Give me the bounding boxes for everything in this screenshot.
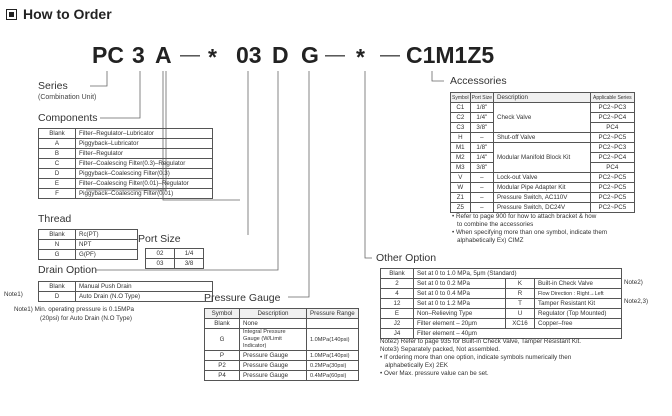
table-cell: J4 — [381, 329, 414, 339]
table-cell: T — [506, 299, 535, 309]
port-size-table — [145, 248, 204, 269]
table-row — [205, 329, 359, 351]
table-cell: Piggyback–Coalescing Filter(0.3) — [76, 169, 213, 179]
table-row — [205, 371, 359, 381]
table-row — [146, 259, 204, 269]
code-dash-1: — — [180, 44, 200, 66]
table-cell: M2 — [451, 153, 471, 163]
thread-table — [38, 229, 138, 260]
table-cell: 03 — [146, 259, 175, 269]
table-row — [39, 149, 213, 159]
table-cell: J2 — [381, 319, 414, 329]
table-cell: – — [470, 133, 493, 143]
table-cell: Filter–Coalescing Filter(0.3)–Regulator — [76, 159, 213, 169]
table-row — [451, 183, 635, 193]
code-drain: D — [272, 42, 289, 68]
drain-label: Drain Option — [38, 264, 97, 276]
components-table — [38, 128, 213, 199]
drain-table — [38, 281, 213, 302]
table-cell: Z5 — [451, 203, 471, 213]
table-cell: 02 — [146, 249, 175, 259]
table-cell: Check Valve — [493, 103, 590, 133]
code-port: 03 — [236, 42, 262, 68]
table-header: Pressure Range — [307, 309, 359, 319]
table-row — [451, 143, 635, 153]
table-cell: 3/8" — [470, 163, 493, 173]
table-cell: PC2~PC5 — [590, 193, 634, 203]
table-cell: P4 — [205, 371, 240, 381]
accessories-notes — [452, 213, 607, 245]
port-size-label: Port Size — [138, 233, 181, 245]
table-row — [451, 103, 635, 113]
table-cell: PC2~PC3 — [590, 103, 634, 113]
note-line: Note2) Refer to page 935 for Built-in Check Valve, Tamper Resistant Kit. — [380, 338, 582, 345]
accessories-table — [450, 92, 635, 213]
table-cell: Built-in Check Valve — [535, 279, 622, 289]
code-gauge: G — [301, 42, 319, 68]
table-cell: E — [381, 309, 414, 319]
table-cell: C — [39, 159, 76, 169]
other-option-notes — [380, 338, 581, 378]
table-cell: Lock-out Valve — [493, 173, 590, 183]
table-row — [381, 279, 622, 289]
table-cell: Pressure Gauge — [240, 371, 307, 381]
table-cell: 1/8" — [470, 143, 493, 153]
table-cell: 1/4 — [175, 249, 204, 259]
table-cell: Set at 0 to 0.4 MPa — [414, 289, 506, 299]
thread-label: Thread — [38, 213, 72, 225]
table-cell: R — [506, 289, 535, 299]
note-line: to combine the accessories — [457, 221, 534, 228]
table-cell: B — [39, 149, 76, 159]
table-cell — [307, 319, 359, 329]
table-cell: N — [39, 240, 76, 250]
table-row — [451, 93, 635, 103]
table-cell: 1.0MPa(140psi) — [307, 329, 359, 351]
table-cell: 3/8 — [175, 259, 204, 269]
table-row — [146, 249, 204, 259]
table-cell: Set at 0 to 1.0 MPa, 5μm (Standard) — [414, 269, 622, 279]
note-line: alphabetically Ex) 2EK — [385, 362, 449, 369]
table-cell: P2 — [205, 361, 240, 371]
series-sub: (Combination Unit) — [38, 94, 97, 101]
table-cell: XC16 — [506, 319, 535, 329]
code-series: PC — [92, 42, 124, 68]
table-cell: Z1 — [451, 193, 471, 203]
table-cell: PC2~PC5 — [590, 173, 634, 183]
table-row — [39, 189, 213, 199]
table-cell: 3/8" — [470, 123, 493, 133]
table-row — [39, 139, 213, 149]
table-row — [451, 203, 635, 213]
table-cell: PC4 — [590, 123, 634, 133]
table-cell: Blank — [39, 282, 76, 292]
table-row — [205, 309, 359, 319]
code-dash-3: — — [380, 44, 400, 66]
drain-note-2: (20psi) for Auto Drain (N.O Type) — [40, 315, 132, 322]
table-cell: 0.2MPa(30psi) — [307, 361, 359, 371]
table-cell: Filter element – 40μm — [414, 329, 622, 339]
table-cell: Pressure Gauge — [240, 361, 307, 371]
table-header: Description — [240, 309, 307, 319]
table-cell: Filter–Regulator — [76, 149, 213, 159]
drain-note-marker: Note1) — [4, 291, 23, 298]
table-cell: Blank — [381, 269, 414, 279]
table-cell: G(PF) — [76, 250, 138, 260]
table-row — [451, 193, 635, 203]
table-cell: Rc(PT) — [76, 230, 138, 240]
title-text: How to Order — [23, 6, 112, 22]
table-row — [39, 292, 213, 302]
table-row — [39, 282, 213, 292]
table-cell: Modular Manifold Block Kit — [493, 143, 590, 173]
code-dash-2: — — [325, 44, 345, 66]
table-cell: W — [451, 183, 471, 193]
table-cell: P — [205, 351, 240, 361]
table-header: Port Size — [471, 94, 492, 101]
table-row — [205, 361, 359, 371]
other-side-note-1: Note2) — [624, 279, 643, 286]
table-row — [381, 329, 622, 339]
note-line: Note3) Separately packed, Not assembled. — [380, 346, 501, 353]
table-cell: A — [39, 139, 76, 149]
table-row — [381, 269, 622, 279]
table-cell: C3 — [451, 123, 471, 133]
table-cell: G — [39, 250, 76, 260]
table-row — [39, 169, 213, 179]
table-cell: Pressure Switch, DC24V — [493, 203, 590, 213]
table-cell: – — [470, 193, 493, 203]
note-line: alphabetically Ex) CIMZ — [457, 237, 524, 244]
table-row — [381, 319, 622, 329]
table-header: Symbol — [205, 309, 240, 319]
table-cell: Regulator (Top Mounted) — [535, 309, 622, 319]
table-cell: Shut-off Valve — [493, 133, 590, 143]
table-row — [39, 129, 213, 139]
table-cell: 1/4" — [470, 153, 493, 163]
table-cell: Manual Push Drain — [76, 282, 213, 292]
table-cell: M3 — [451, 163, 471, 173]
table-cell: 4 — [381, 289, 414, 299]
table-cell: D — [39, 292, 76, 302]
table-cell: Set at 0 to 1.2 MPa — [414, 299, 506, 309]
table-header: Symbol — [452, 94, 469, 101]
table-cell: Blank — [39, 129, 76, 139]
table-row — [39, 230, 138, 240]
table-cell: Filter–Regulator–Lubricator — [76, 129, 213, 139]
table-cell: Blank — [39, 230, 76, 240]
components-label: Components — [38, 112, 98, 124]
table-row — [451, 173, 635, 183]
table-cell: PC2~PC4 — [590, 113, 634, 123]
table-cell: – — [470, 183, 493, 193]
table-cell: G — [205, 329, 240, 351]
gauge-table — [204, 308, 359, 381]
table-row — [381, 299, 622, 309]
table-cell: None — [240, 319, 307, 329]
code-components: A — [155, 42, 172, 68]
code-star-1: * — [208, 44, 217, 70]
table-cell: PC2~PC4 — [590, 153, 634, 163]
table-row — [451, 133, 635, 143]
table-row — [39, 240, 138, 250]
code-size: 3 — [132, 42, 145, 68]
table-cell: Blank — [205, 319, 240, 329]
table-cell: PC2~PC3 — [590, 143, 634, 153]
table-cell: V — [451, 173, 471, 183]
table-cell: Non–Relieving Type — [414, 309, 506, 319]
other-side-note-2: Note2,3) — [624, 298, 649, 305]
note-line: • Over Max. pressure value can be set. — [380, 370, 489, 377]
table-cell: 0.4MPa(60psi) — [307, 371, 359, 381]
table-cell: 1.0MPa(140psi) — [307, 351, 359, 361]
table-cell: Flow Direction : Right→Left — [535, 289, 622, 299]
table-row — [39, 179, 213, 189]
table-cell: Auto Drain (N.O Type) — [76, 292, 213, 302]
table-cell: H — [451, 133, 471, 143]
table-cell: K — [506, 279, 535, 289]
other-option-label: Other Option — [376, 252, 437, 264]
table-cell: PC2~PC5 — [590, 133, 634, 143]
table-cell: 1/4" — [470, 113, 493, 123]
table-row — [205, 319, 359, 329]
table-cell: C2 — [451, 113, 471, 123]
note-line: • When specifying more than one symbol, indicate them — [452, 229, 608, 236]
accessories-label: Accessories — [450, 75, 507, 87]
table-cell: Filter element – 20μm — [414, 319, 506, 329]
table-cell: Pressure Gauge — [240, 351, 307, 361]
table-cell: PC4 — [590, 163, 634, 173]
table-row — [381, 309, 622, 319]
table-cell: F — [39, 189, 76, 199]
table-cell: PC2~PC5 — [590, 183, 634, 193]
table-cell: 12 — [381, 299, 414, 309]
table-cell: Integral Pressure Gauge (W/Limit Indicator) — [240, 329, 307, 351]
table-cell: NPT — [76, 240, 138, 250]
table-header: Applicable Series — [590, 93, 634, 103]
table-cell: Tamper Resistant Kit — [535, 299, 622, 309]
table-cell: U — [506, 309, 535, 319]
code-accessories: C1M1Z5 — [406, 42, 495, 68]
table-row — [205, 351, 359, 361]
table-cell: Pressure Switch, AC110V — [493, 193, 590, 203]
table-cell: Set at 0 to 0.2 MPa — [414, 279, 506, 289]
table-cell: D — [39, 169, 76, 179]
series-label: Series — [38, 80, 68, 92]
table-cell: Copper–free — [535, 319, 622, 329]
code-star-2: * — [356, 44, 365, 70]
table-row — [39, 250, 138, 260]
other-option-table — [380, 268, 622, 339]
table-cell: 2 — [381, 279, 414, 289]
table-row — [381, 289, 622, 299]
drain-note-1: Note1) Min. operating pressure is 0.15MPa — [14, 306, 135, 313]
table-cell: Modular Pipe Adapter Kit — [493, 183, 590, 193]
table-cell: Piggyback–Lubricator — [76, 139, 213, 149]
table-cell: Filter–Coalescing Filter(0.01)–Regulator — [76, 179, 213, 189]
table-cell: C1 — [451, 103, 471, 113]
table-cell: PC2~PC5 — [590, 203, 634, 213]
note-line: • If ordering more than one option, indicate symbols numerically then — [380, 354, 572, 361]
table-header: Description — [493, 93, 590, 103]
table-cell: 1/8" — [470, 103, 493, 113]
table-cell: M1 — [451, 143, 471, 153]
gauge-label: Pressure Gauge — [204, 292, 281, 304]
table-row — [39, 159, 213, 169]
table-cell: E — [39, 179, 76, 189]
table-cell: – — [470, 203, 493, 213]
table-cell: Piggyback–Coalescing Filter(0.01) — [76, 189, 213, 199]
table-cell: – — [470, 173, 493, 183]
note-line: • Refer to page 900 for how to attach bracket & how — [452, 213, 597, 220]
